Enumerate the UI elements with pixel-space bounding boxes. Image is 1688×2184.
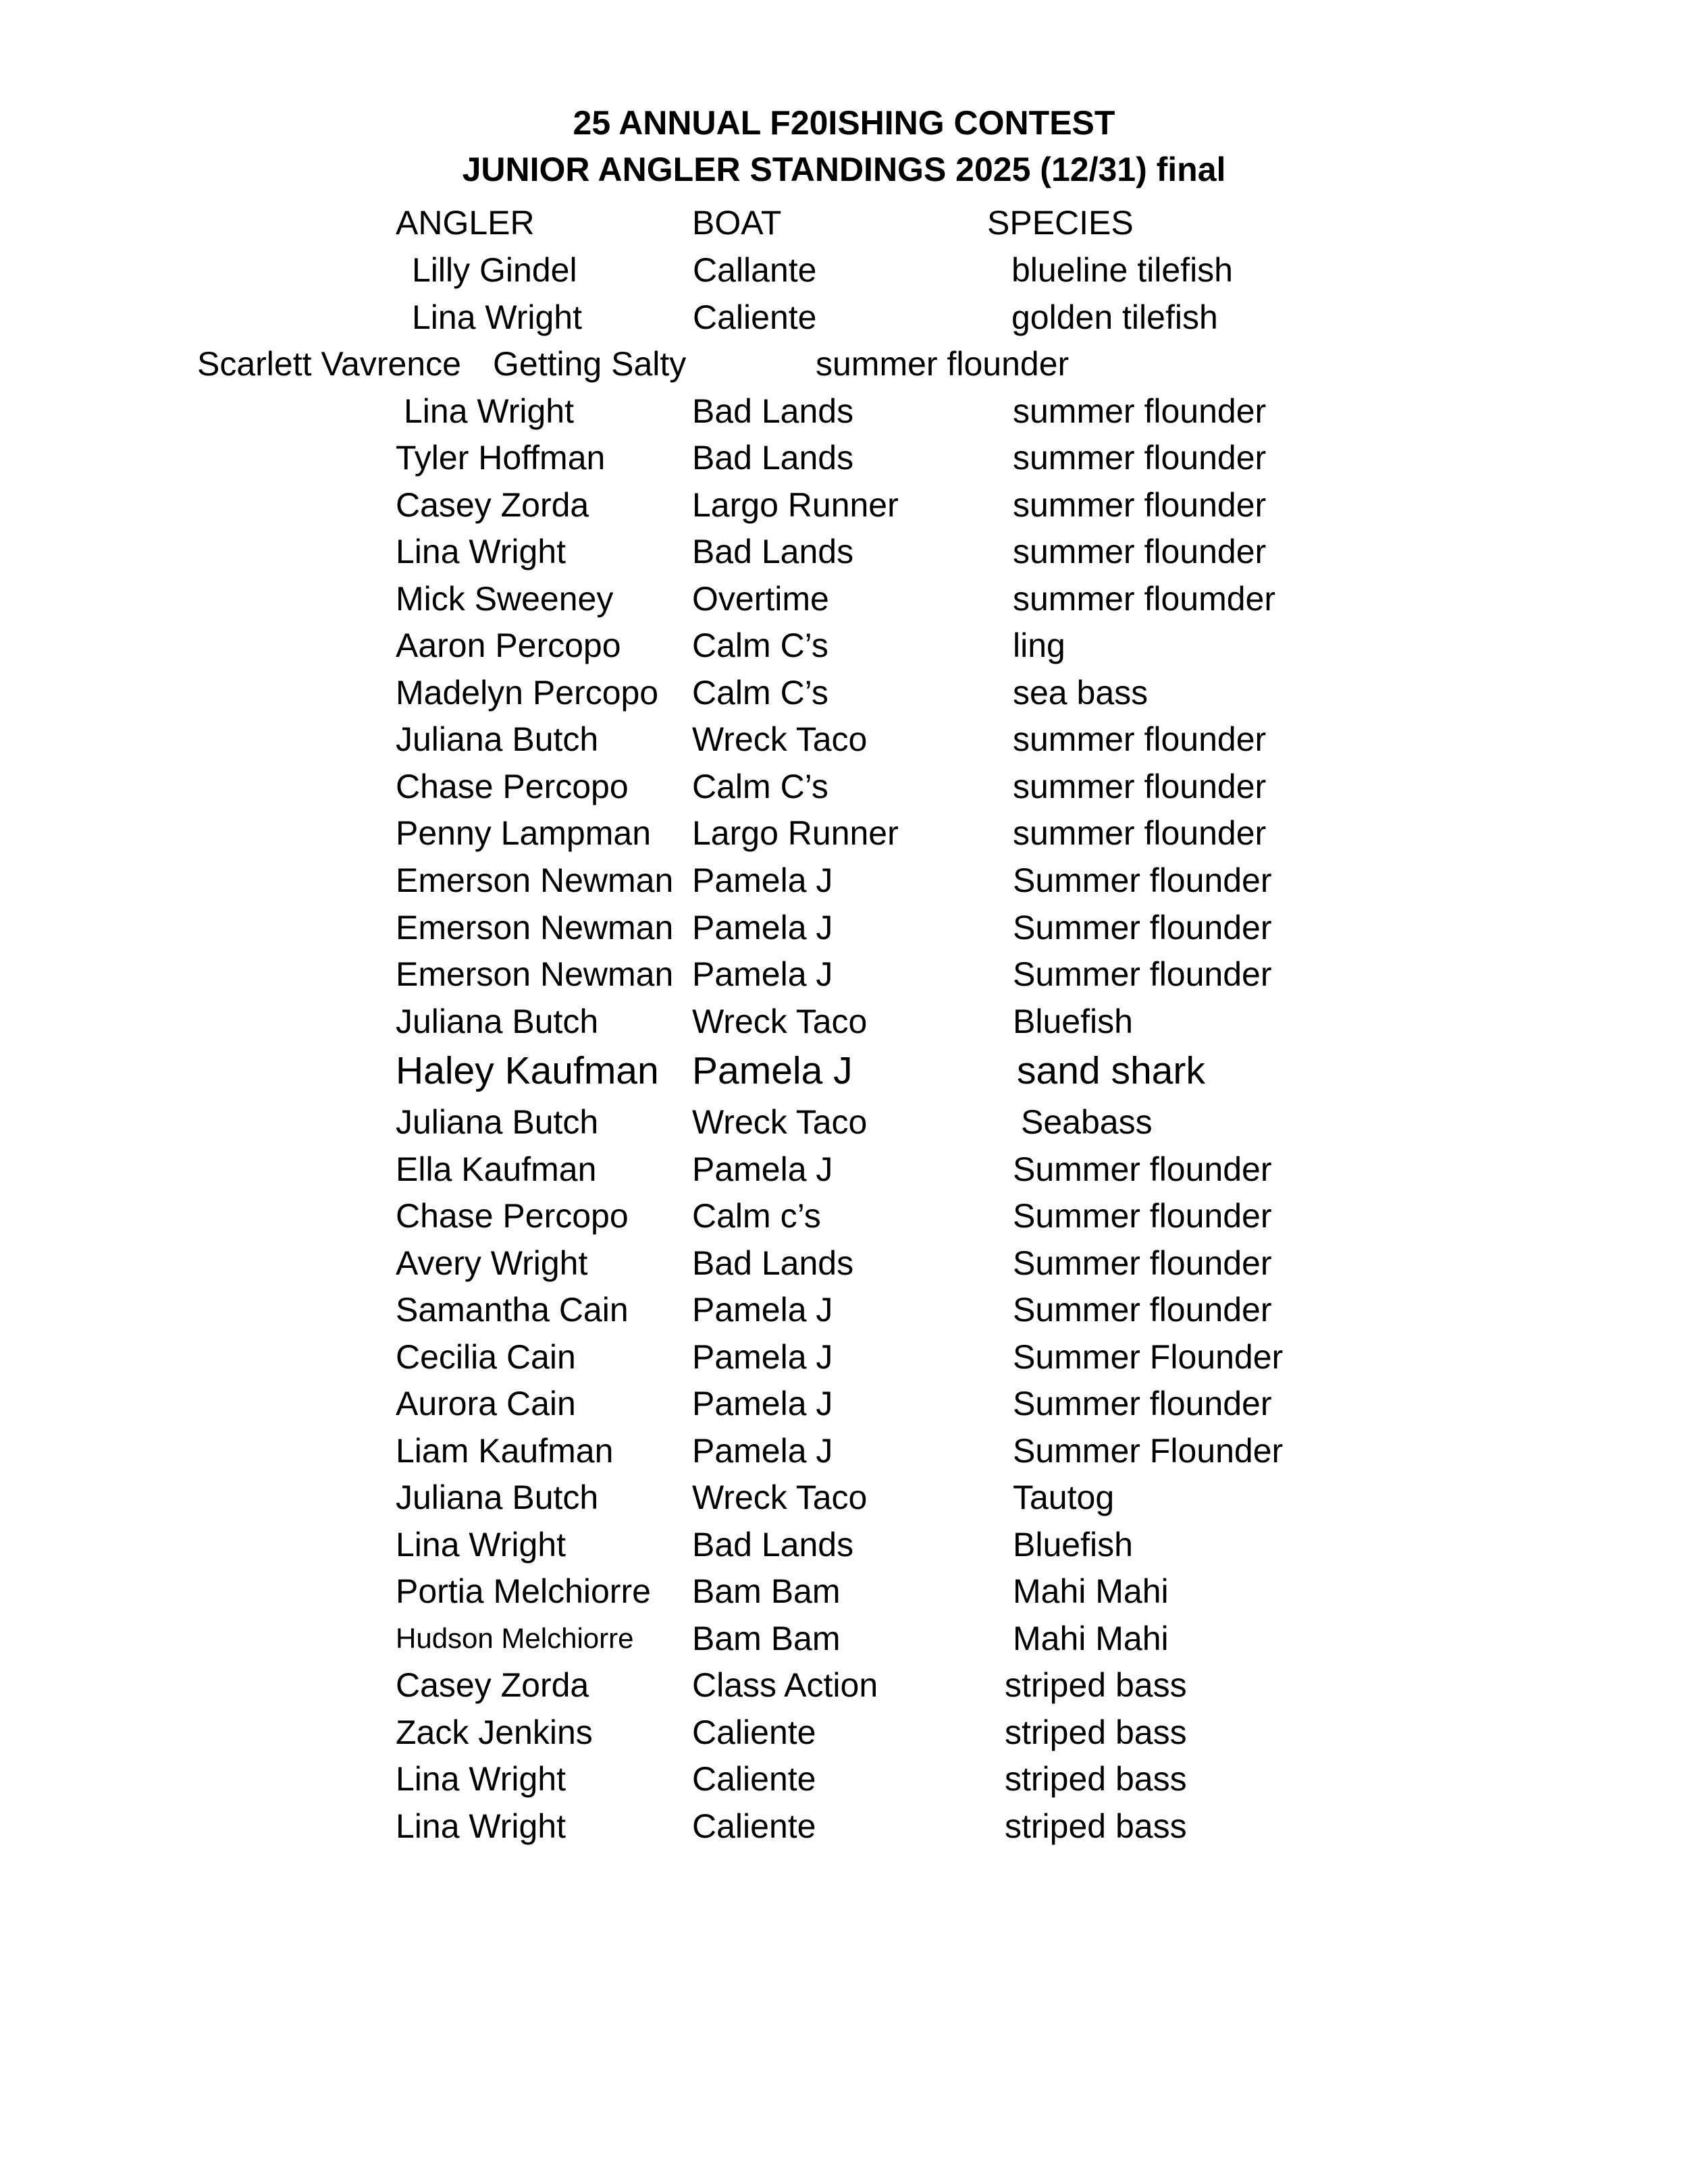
angler-cell: Ella Kaufman [396,1150,597,1188]
species-cell: summer flounder [1013,814,1267,852]
species-cell: Summer flounder [1013,1291,1272,1329]
boat-cell: Pamela J [692,1338,833,1376]
boat-cell: Largo Runner [692,814,899,852]
boat-cell: Calm C’s [692,627,828,664]
angler-cell: Aurora Cain [396,1385,576,1422]
boat-cell: Class Action [692,1666,878,1704]
species-cell: striped bass [1005,1760,1187,1798]
boat-cell: Wreck Taco [692,1103,868,1141]
boat-cell: Wreck Taco [692,720,868,758]
species-cell: sand shark [1017,1049,1205,1092]
angler-cell: Mick Sweeney [396,580,614,618]
angler-cell: Lina Wright [396,533,566,570]
boat-cell: Pamela J [692,909,833,947]
species-cell: Seabass [1021,1103,1153,1141]
boat-cell: Bad Lands [692,439,854,477]
boat-cell: Wreck Taco [692,1479,868,1516]
boat-cell: Pamela J [692,1049,853,1092]
boat-cell: Bam Bam [692,1620,841,1657]
boat-cell: Caliente [693,298,817,336]
species-cell: Summer flounder [1013,955,1272,993]
angler-cell: Liam Kaufman [396,1432,614,1470]
angler-cell: Chase Percopo [396,1197,629,1235]
column-header-boat: BOAT [692,204,782,242]
species-cell: summer floumder [1013,580,1275,618]
angler-cell: Avery Wright [396,1244,588,1282]
species-cell: Summer flounder [1013,1244,1272,1282]
angler-cell: Juliana Butch [396,1103,599,1141]
boat-cell: Getting Salty [493,345,687,383]
boat-cell: Calm C’s [692,674,828,712]
species-cell: striped bass [1005,1713,1187,1751]
boat-cell: Calm C’s [692,768,828,805]
angler-cell: Lina Wright [396,1526,566,1564]
boat-cell: Caliente [692,1760,816,1798]
angler-cell: Lina Wright [404,392,574,430]
document-subtitle: JUNIOR ANGLER STANDINGS 2025 (12/31) final [462,151,1226,188]
species-cell: summer flounder [1013,392,1267,430]
species-cell: Bluefish [1013,1003,1133,1040]
angler-cell: Lina Wright [412,298,582,336]
angler-cell: Casey Zorda [396,1666,589,1704]
angler-cell: Madelyn Percopo [396,674,659,712]
species-cell: blueline tilefish [1011,251,1233,289]
angler-cell: Emerson Newman [396,861,674,899]
boat-cell: Largo Runner [692,486,899,524]
angler-cell: Haley Kaufman [396,1049,659,1092]
angler-cell: Penny Lampman [396,814,652,852]
species-cell: summer flounder [1013,533,1267,570]
document-title: 25 ANNUAL F20ISHING CONTEST [573,104,1115,142]
species-cell: Mahi Mahi [1013,1572,1169,1610]
species-cell: Summer flounder [1013,1150,1272,1188]
boat-cell: Bad Lands [692,1526,854,1564]
angler-cell: Aaron Percopo [396,627,621,664]
species-cell: summer flounder [1013,768,1267,805]
angler-cell: Hudson Melchiorre [396,1622,634,1654]
angler-cell: Cecilia Cain [396,1338,576,1376]
boat-cell: Bam Bam [692,1572,841,1610]
angler-cell: Samantha Cain [396,1291,629,1329]
boat-cell: Pamela J [692,861,833,899]
species-cell: summer flounder [1013,486,1267,524]
species-cell: ling [1013,627,1065,664]
species-cell: Mahi Mahi [1013,1620,1169,1657]
angler-cell: Juliana Butch [396,720,599,758]
boat-cell: Calm c’s [692,1197,821,1235]
species-cell: Summer flounder [1013,1385,1272,1422]
species-cell: golden tilefish [1011,298,1218,336]
species-cell: Summer flounder [1013,861,1272,899]
angler-cell: Casey Zorda [396,486,589,524]
boat-cell: Pamela J [692,955,833,993]
species-cell: Summer Flounder [1013,1338,1284,1376]
column-header-species: SPECIES [987,204,1134,242]
species-cell: Tautog [1013,1479,1115,1516]
boat-cell: Callante [693,251,817,289]
boat-cell: Caliente [692,1713,816,1751]
angler-cell: Tyler Hoffman [396,439,606,477]
species-cell: Bluefish [1013,1526,1133,1564]
angler-cell: Lina Wright [396,1807,566,1845]
angler-cell: Zack Jenkins [396,1713,593,1751]
angler-cell: Juliana Butch [396,1479,599,1516]
species-cell: summer flounder [1013,439,1267,477]
boat-cell: Pamela J [692,1291,833,1329]
species-cell: Summer Flounder [1013,1432,1284,1470]
angler-cell: Juliana Butch [396,1003,599,1040]
boat-cell: Wreck Taco [692,1003,868,1040]
species-cell: summer flounder [1013,720,1267,758]
angler-cell: Emerson Newman [396,909,674,947]
species-cell: Summer flounder [1013,1197,1272,1235]
boat-cell: Bad Lands [692,392,854,430]
angler-cell: Scarlett Vavrence [197,345,461,383]
angler-cell: Lilly Gindel [412,251,577,289]
boat-cell: Overtime [692,580,829,618]
boat-cell: Bad Lands [692,533,854,570]
column-header-angler: ANGLER [396,204,535,242]
angler-cell: Chase Percopo [396,768,629,805]
species-cell: striped bass [1005,1807,1187,1845]
angler-cell: Emerson Newman [396,955,674,993]
angler-cell: Portia Melchiorre [396,1572,651,1610]
boat-cell: Pamela J [692,1385,833,1422]
species-cell: summer flounder [816,345,1070,383]
angler-cell: Lina Wright [396,1760,566,1798]
boat-cell: Pamela J [692,1432,833,1470]
species-cell: sea bass [1013,674,1149,712]
boat-cell: Pamela J [692,1150,833,1188]
species-cell: Summer flounder [1013,909,1272,947]
boat-cell: Bad Lands [692,1244,854,1282]
species-cell: striped bass [1005,1666,1187,1704]
boat-cell: Caliente [692,1807,816,1845]
